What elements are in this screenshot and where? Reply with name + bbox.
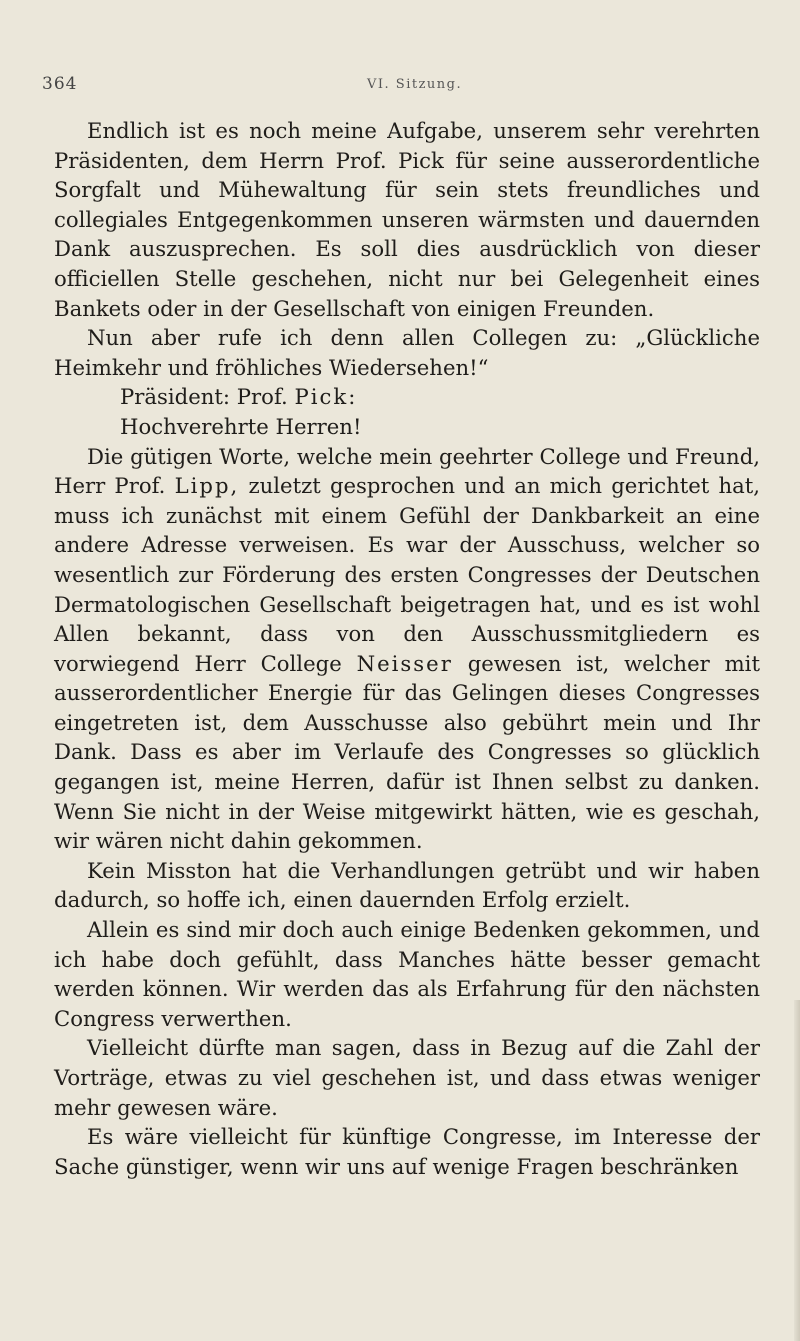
page-header: [42, 74, 742, 98]
page-number: 364: [42, 74, 78, 94]
speaker-name: Pick:: [294, 384, 358, 410]
paragraph-thanks-part-b: zuletzt gesprochen und an mich gerichtet hat, muss ich zunächst mit einem Gefühl der Dankbarkeit an eine andere Adresse verweisen. Es war der Ausschuss, welcher so wesentlich zur Förderung des ersten Congresses der Deutschen Dermatologischen Gesellschaft beigetragen hat, und es ist wohl Allen bekannt, dass von den Ausschussmitgliedern es vorwiegend Herr College: [54, 473, 760, 676]
paragraph-farewell: Nun aber rufe ich denn allen Collegen zu: „Glückliche Heimkehr und fröhliches Wiedersehen!“: [54, 325, 760, 380]
paragraph-closing-remarks: Endlich ist es noch meine Aufgabe, unserem sehr verehrten Präsidenten, dem Herrn Prof. Pick für seine ausserordentliche Sorgfalt und Mühewaltung für sein stets freundliches und collegiales Entgegenkommen unseren wärmsten und dauernden Dank auszusprechen. Es soll dies ausdrücklich von dieser officiellen Stelle geschehen, nicht nur bei Gelegenheit eines Bankets oder in der Gesellschaft von einigen Freunden.: [54, 118, 760, 321]
running-head: VI. Sitzung.: [367, 77, 463, 92]
paragraph-too-many-talks: Vielleicht dürfte man sagen, dass in Bezug auf die Zahl der Vorträge, etwas zu viel geschehen ist, und dass etwas weniger mehr gewesen wäre.: [54, 1035, 760, 1120]
paragraph-future-congresses: Es wäre vielleicht für künftige Congresse, im Interesse der Sache günstiger, wenn wir uns auf wenige Fragen beschränken: [54, 1124, 760, 1179]
paragraph-concerns: Allein es sind mir doch auch einige Bedenken gekommen, und ich habe doch gefühlt, dass Manches hätte besser gemacht werden können. Wir werden das als Erfahrung für den nächsten Congress verwerthen.: [54, 917, 760, 1031]
paragraph-no-discord: Kein Misston hat die Verhandlungen getrübt und wir haben dadurch, so hoffe ich, einen dauernden Erfolg erzielt.: [54, 857, 760, 913]
paragraph-thanks-part-c: gewesen ist, welcher mit ausserordentlicher Energie für das Gelingen dieses Congresses eingetreten ist, dem Ausschusse also gebührt mein und Ihr Dank. Dass es aber im Verlaufe des Congresses so glücklich gegangen ist, meine Herren, dafür ist Ihnen selbst zu danken. Wenn Sie nicht in der Weise mitgewirkt hätten, wie es geschah, wir wären nicht dahin gekommen.: [54, 650, 760, 854]
salutation: Hochverehrte Herren!: [120, 413, 362, 439]
name-neisser: Neisser: [356, 650, 453, 676]
paragraph-thanks: [54, 442, 760, 856]
paragraph-thanks-part-a: Die gütigen Worte, welche mein geehrter College und Freund, Herr Prof.: [54, 443, 760, 499]
body-text: [54, 116, 760, 1181]
speaker-label: Präsident: Prof.: [120, 384, 288, 410]
name-lipp: Lipp,: [174, 473, 240, 499]
speaker-line: [54, 382, 760, 412]
page-edge-shadow: [794, 1000, 800, 1341]
